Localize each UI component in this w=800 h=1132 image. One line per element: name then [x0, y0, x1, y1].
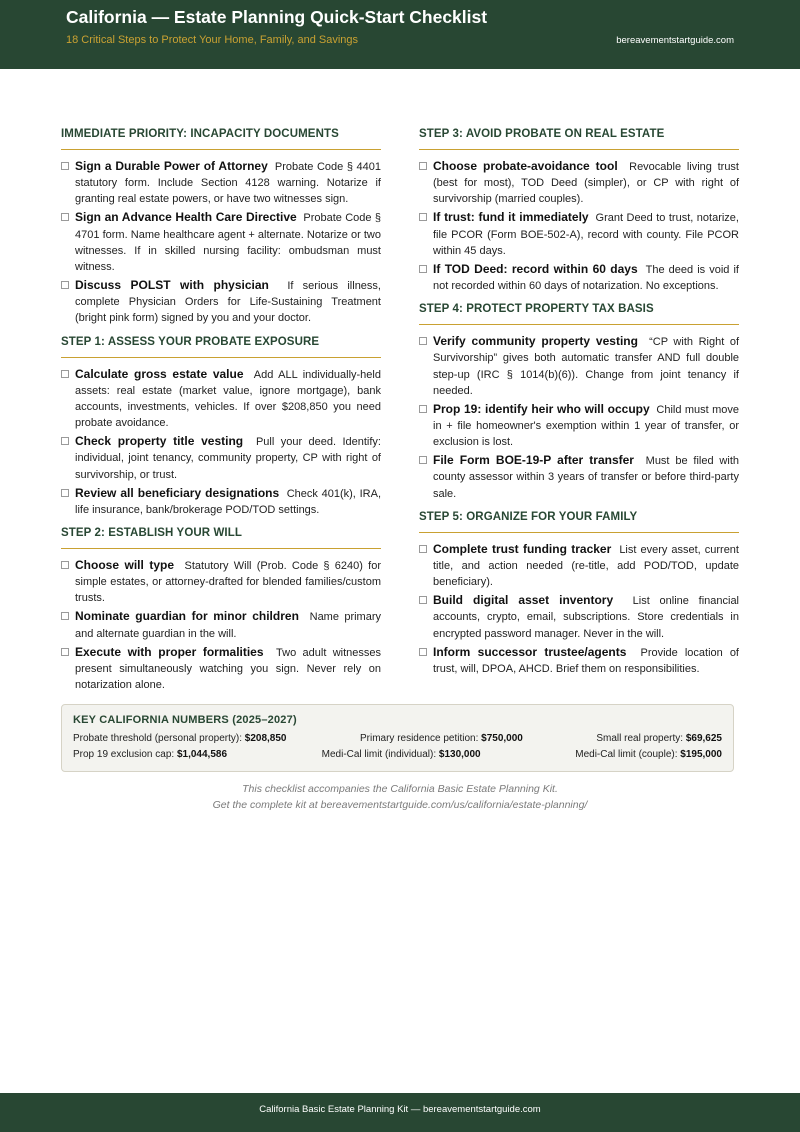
item-description: Statutory Will (Prob. Code § 6240) for simple estates, or attorney-drafted for blended families/custom trusts.	[75, 560, 381, 605]
section-heading: IMMEDIATE PRIORITY: INCAPACITY DOCUMENTS	[61, 128, 381, 150]
key-numbers-row	[73, 731, 722, 747]
item-title: Discuss POLST with physician	[75, 278, 269, 293]
checklist-item	[419, 644, 739, 677]
item-description: Add ALL individually-held assets: real estate (market value, ignore mortgage), bank accounts, investments, vehicles. If over $208,850 you need probate avoidance.	[75, 368, 381, 430]
checklist-item	[419, 452, 739, 502]
checkbox[interactable]	[419, 213, 427, 221]
item-description: Probate Code § 4701 form. Name healthcare agent + alternate. Notarize or two witnesses. If in skilled nursing facility: ombudsman must witness.	[75, 212, 381, 274]
key-number	[360, 731, 523, 747]
item-description: List every asset, current title, and action needed (re-title, add POD/TOD, update beneficiary).	[433, 543, 739, 589]
item-title: Choose probate-avoidance tool	[433, 159, 618, 173]
checkbox[interactable]	[419, 596, 427, 604]
checklist-item	[419, 333, 739, 399]
item-title: Build digital asset inventory	[433, 593, 614, 608]
checkbox[interactable]	[61, 281, 69, 289]
checklist-section	[419, 303, 739, 502]
kit-note-line: This checklist accompanies the California Basic Estate Planning Kit.	[242, 783, 558, 795]
checklist-item	[61, 433, 381, 483]
checklist-section	[61, 336, 381, 518]
checklist-item	[419, 209, 739, 259]
checkbox[interactable]	[61, 162, 69, 170]
section-heading: STEP 4: PROTECT PROPERTY TAX BASIS	[419, 303, 739, 325]
item-title: Verify community property vesting	[433, 334, 638, 349]
key-number-label: Prop 19 exclusion cap:	[73, 749, 175, 760]
checkbox[interactable]	[419, 545, 427, 553]
item-title: If trust: fund it immediately	[433, 210, 589, 225]
checklist-section	[61, 128, 381, 327]
checklist-section	[419, 128, 739, 294]
section-heading: STEP 5: ORGANIZE FOR YOUR FAMILY	[419, 511, 739, 533]
checkbox[interactable]	[419, 456, 427, 464]
key-number-value: $69,625	[685, 733, 722, 744]
checkbox[interactable]	[61, 648, 69, 656]
item-title: Choose will type	[75, 558, 175, 573]
key-number-value: $208,850	[244, 733, 287, 744]
section-heading: STEP 3: AVOID PROBATE ON REAL ESTATE	[419, 128, 739, 150]
checkbox[interactable]	[419, 265, 427, 273]
item-title: Complete trust funding tracker	[433, 541, 612, 556]
item-description: “CP with Right of Survivorship” gives both automatic transfer AND full double step-up (IRC § 1014(b)(6)). Change from joint tenancy if needed.	[433, 336, 739, 397]
right-column	[419, 128, 739, 686]
checklist-item	[419, 541, 739, 591]
item-description: Check 401(k), IRA, life insurance, bank/brokerage POD/TOD settings.	[75, 487, 382, 516]
section-heading: STEP 1: ASSESS YOUR PROBATE EXPOSURE	[61, 336, 381, 358]
key-number-value: $130,000	[438, 749, 481, 760]
item-description: Two adult witnesses present simultaneously watching you sign. Never rely on notarization alone.	[75, 646, 382, 692]
footer-text: California Basic Estate Planning Kit — bereavementstartguide.com	[259, 1104, 541, 1115]
checkbox[interactable]	[419, 337, 427, 345]
checkbox[interactable]	[61, 370, 69, 378]
checklist-item	[61, 644, 381, 694]
checkbox[interactable]	[61, 437, 69, 445]
key-number-label: Medi-Cal limit (individual):	[321, 749, 437, 760]
checkbox[interactable]	[61, 612, 69, 620]
item-description: Pull your deed. Identify: individual, joint tenancy, community property, CP with right of survivorship, or trust.	[75, 436, 381, 481]
item-description: Must be filed with county assessor within 3 years of transfer or before third-party sale.	[433, 455, 739, 500]
checkbox[interactable]	[61, 561, 69, 569]
item-title: Sign a Durable Power of Attorney	[75, 159, 268, 173]
checklist-item	[419, 158, 739, 208]
checklist-item	[61, 608, 381, 641]
checkbox[interactable]	[61, 489, 69, 497]
checklist-item	[419, 592, 739, 642]
item-title: Calculate gross estate value	[75, 366, 244, 381]
item-title: If TOD Deed: record within 60 days	[433, 261, 638, 276]
checkbox[interactable]	[419, 648, 427, 656]
key-number-label: Medi-Cal limit (couple):	[575, 749, 678, 760]
item-title: Review all beneficiary designations	[75, 485, 280, 500]
key-number-label: Primary residence petition:	[359, 733, 479, 744]
key-number	[575, 747, 722, 763]
checklist-item	[61, 557, 381, 607]
page-title: California — Estate Planning Quick-Start Checklist	[66, 7, 488, 27]
item-title: Sign an Advance Health Care Directive	[75, 210, 297, 225]
section-heading: STEP 2: ESTABLISH YOUR WILL	[61, 527, 381, 549]
item-title: Nominate guardian for minor children	[75, 609, 299, 624]
checklist-item	[419, 261, 739, 294]
checklist-section	[61, 527, 381, 693]
item-description: Name primary and alternate guardian in the will.	[75, 611, 381, 640]
checklist-item	[419, 401, 739, 451]
checklist-item	[61, 366, 381, 432]
checklist-item	[61, 277, 381, 327]
item-description: List online financial accounts, crypto, email, subscriptions. Store credentials in encrypted password manager. Never in the will.	[433, 595, 740, 640]
kit-link-line[interactable]: Get the complete kit at bereavementstartguide.com/us/california/estate-planning/	[212, 799, 588, 811]
item-description: If serious illness, complete Physician Orders for Life-Sustaining Treatment (bright pink form) signed by you and your doctor.	[75, 280, 381, 325]
key-number-label: Probate threshold (personal property):	[73, 733, 242, 744]
item-title: Prop 19: identify heir who will occupy	[433, 401, 650, 416]
checkbox[interactable]	[419, 405, 427, 413]
key-number	[73, 731, 286, 747]
key-numbers-heading: KEY CALIFORNIA NUMBERS (2025–2027)	[73, 714, 297, 726]
item-description: Probate Code § 4401 statutory form. Include Section 4128 warning. Notarize if granting real estate powers, or have two witnesses sign.	[75, 161, 381, 206]
page-header	[0, 0, 800, 69]
key-numbers-box	[61, 704, 734, 772]
key-number-value: $195,000	[680, 749, 722, 760]
page-subtitle: 18 Critical Steps to Protect Your Home, Family, and Savings	[66, 34, 359, 46]
item-description: Child must move in + file homeowner's exemption within 1 year of transfer, or exclusion is lost.	[433, 403, 739, 449]
key-number-value: $750,000	[481, 733, 523, 744]
key-number	[322, 747, 481, 763]
item-title: Check property title vesting	[75, 434, 244, 449]
key-number-value: $1,044,586	[176, 749, 228, 760]
item-description: The deed is void if not recorded within 60 days of notarization. No exceptions.	[433, 263, 739, 293]
item-description: Provide location of trust, will, DPOA, AHCD. Brief them on responsibilities.	[433, 646, 739, 675]
left-column	[61, 128, 381, 702]
checklist-item	[61, 209, 381, 275]
page-footer	[0, 1093, 800, 1132]
checklist-item	[61, 485, 381, 518]
checklist-item	[61, 158, 381, 208]
item-description: Grant Deed to trust, notarize, file PCOR (Form BOE-502-A), record with county. File PCOR within 45 days.	[433, 212, 739, 257]
item-title: File Form BOE-19-P after transfer	[433, 453, 634, 468]
key-number	[73, 747, 227, 763]
header-site-link[interactable]: bereavementstartguide.com	[616, 35, 734, 46]
checkbox[interactable]	[61, 213, 69, 221]
checklist-section	[419, 511, 739, 677]
item-title: Inform successor trustee/agents	[433, 644, 627, 659]
key-numbers-row	[73, 747, 722, 763]
item-description: Revocable living trust (best for most), TOD Deed (simpler), or CP with right of survivorship (married couples).	[433, 161, 739, 206]
checkbox[interactable]	[419, 162, 427, 170]
key-number	[596, 731, 722, 747]
key-number-label: Small real property:	[596, 733, 684, 744]
item-title: Execute with proper formalities	[75, 644, 264, 659]
